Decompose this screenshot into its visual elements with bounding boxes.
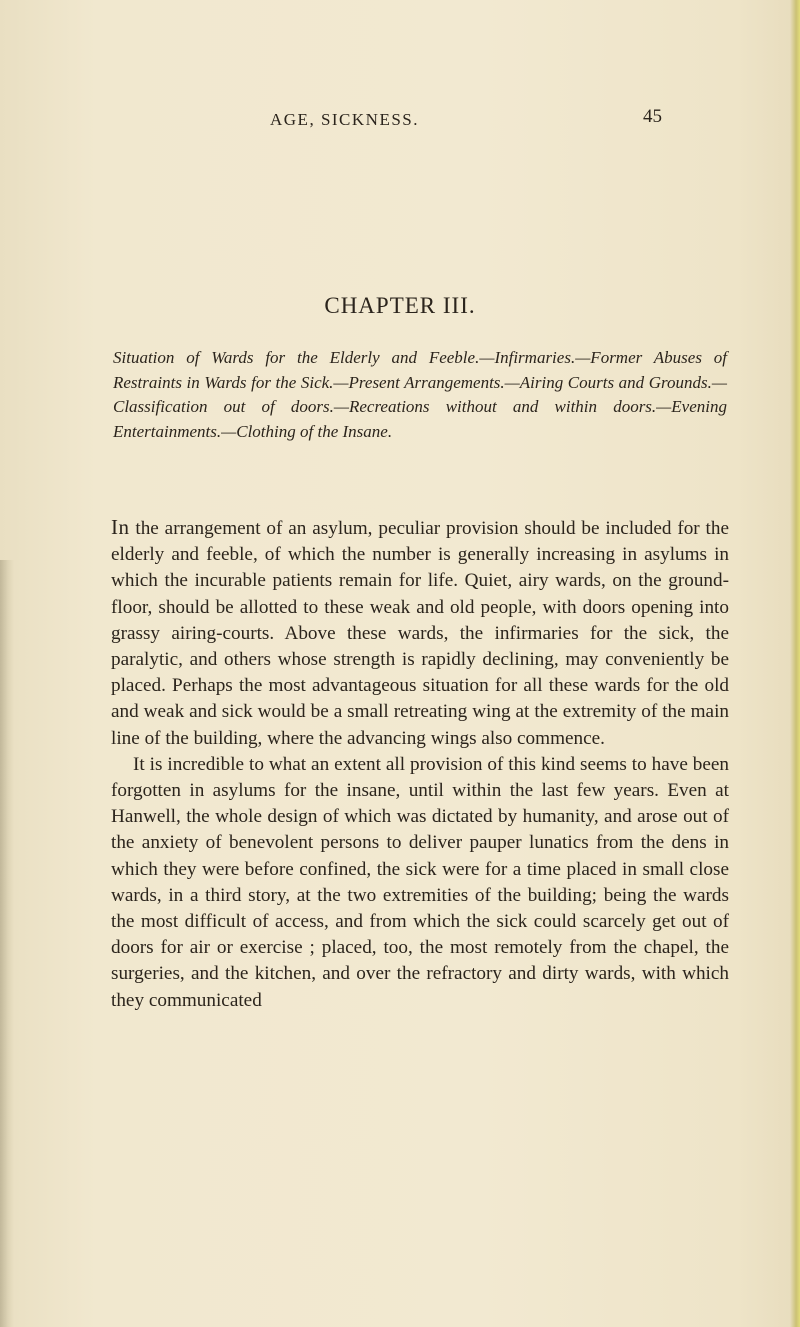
page-edge [790,0,800,1327]
chapter-heading: CHAPTER III. [324,293,476,318]
paragraph-text: the arrangement of an asylum, peculiar provision should be included for the elderly and feeble, of which the number is generally increasing in asylums in which the incurable patients remain for life. Quiet, airy wards, on the ground-floor, should be allotted to these weak and old people, with doors opening into grassy airing-courts. Above these wards, the infirmaries for the sick, the paralytic, and others whose strength is rapidly declining, may conveniently be placed. Perhaps the most advantageous situation for all these wards for the old and weak and sick would be a small retreating wing at the extremity of the main line of the building, where the advancing wings also commence. [111,518,729,749]
chapter-synopsis: Situation of Wards for the Elderly and Feeble.—Infirmaries.—Former Abuses of Restraints in Wards for the Sick.—Present Arrangements.—Airing Courts and Grounds.—Classification out of doors.—Recreations without and within doors.—Evening Entertainments.—Clothing of the Insane. [113,348,727,441]
body-text [111,514,729,1014]
page-number: 45 [643,106,662,127]
running-title: AGE, SICKNESS. [270,110,419,129]
opening-words: In [111,515,130,539]
paragraph: It is incredible to what an extent all provision of this kind seems to have been forgotten in asylums for the insane, until within the last few years. Even at Hanwell, the whole design of which was dictated by humanity, and arose out of the anxiety of benevolent persons to deliver pauper lunatics from the dens in which they were before confined, the sick were for a time placed in small close wards, in a third story, at the two extremities of the building; being the wards the most difficult of access, and from which the sick could scarcely get out of doors for air or exercise ; placed, too, the most remotely from the chapel, the surgeries, and the kitchen, and over the refractory and dirty wards, with which they communicated [111,753,729,1011]
running-head [262,106,662,132]
page-gutter-shadow [0,560,14,1327]
paragraph [111,514,729,752]
